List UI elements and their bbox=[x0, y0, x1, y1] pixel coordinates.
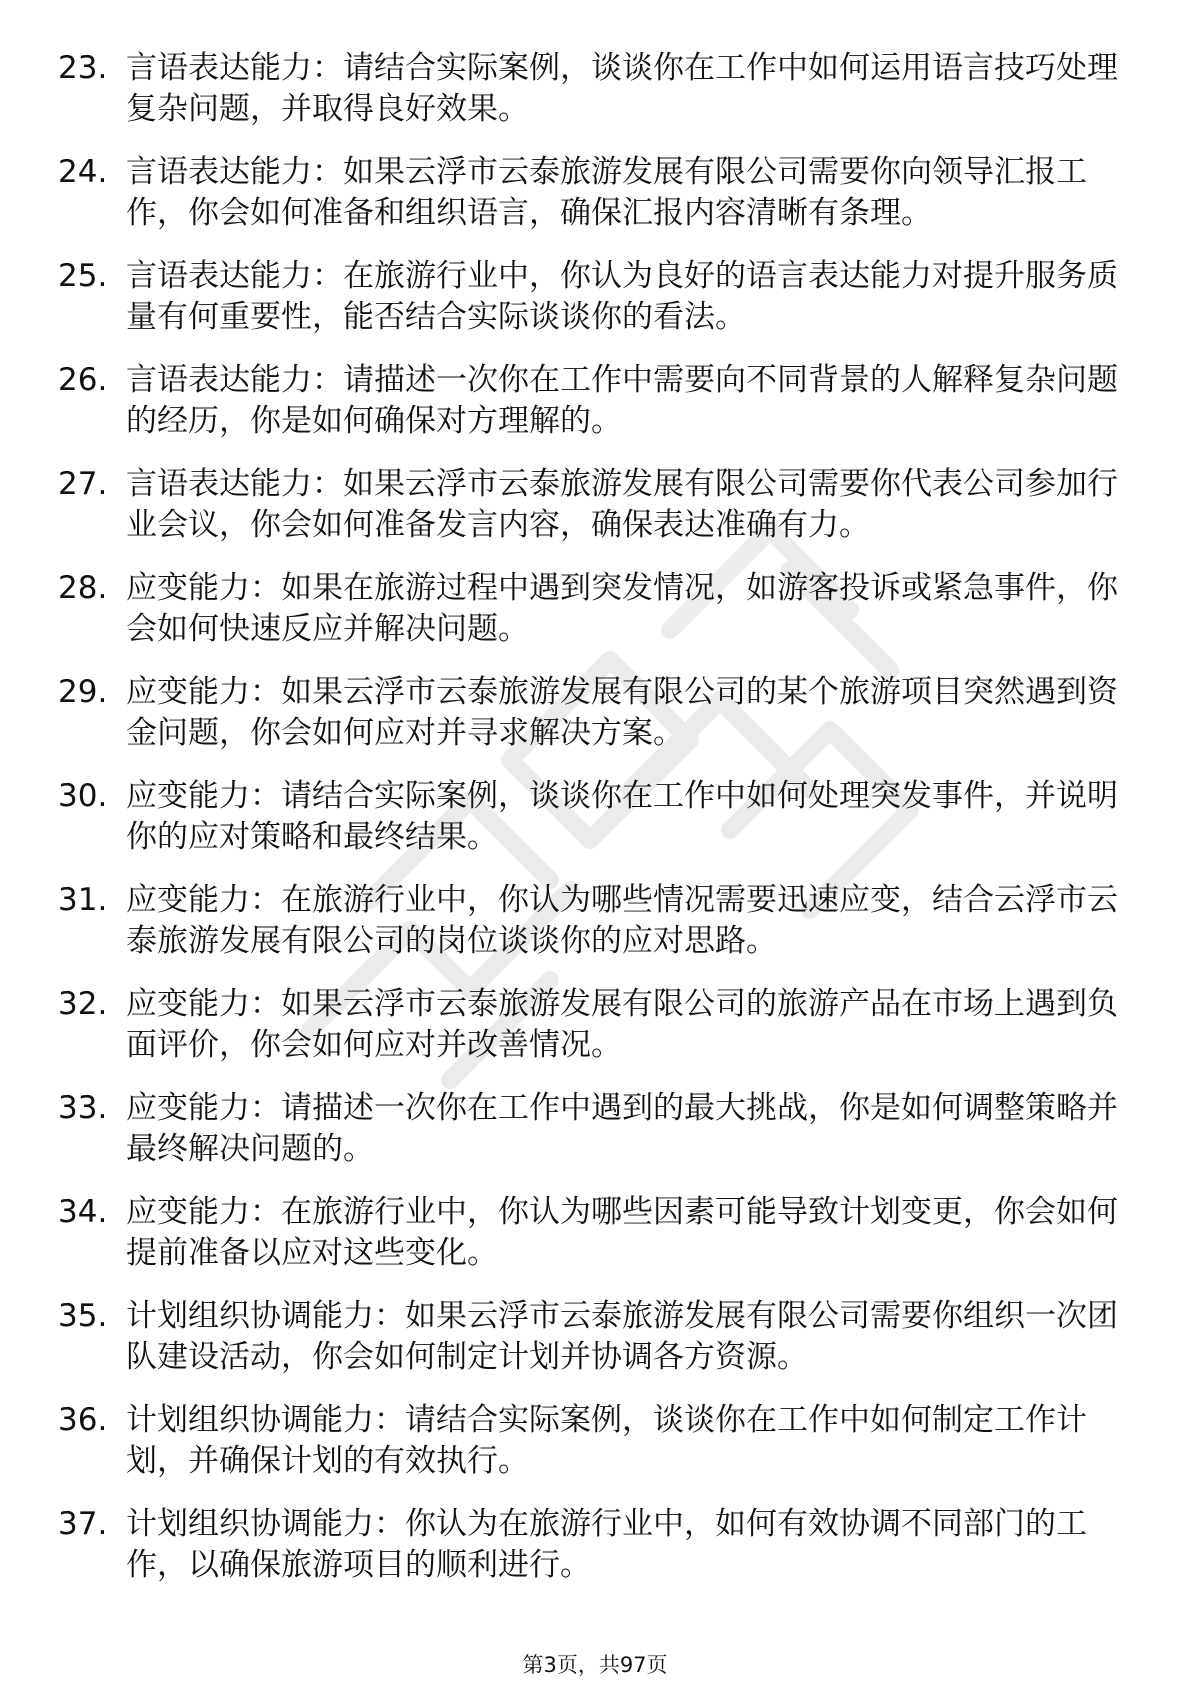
list-item bbox=[58, 568, 1138, 650]
question-number: 26. bbox=[58, 362, 108, 398]
question-number: 25. bbox=[58, 258, 108, 294]
question-number: 32. bbox=[58, 986, 108, 1022]
question-text: 言语表达能力：在旅游行业中，你认为良好的语言表达能力对提升服务质量有何重要性，能否结合实际谈谈你的看法。 bbox=[126, 258, 1118, 335]
question-number: 30. bbox=[58, 778, 108, 814]
question-number: 35. bbox=[58, 1298, 108, 1334]
question-number: 28. bbox=[58, 570, 108, 606]
list-item bbox=[58, 360, 1138, 442]
question-text: 应变能力：在旅游行业中，你认为哪些情况需要迅速应变，结合云浮市云泰旅游发展有限公司的岗位谈谈你的应对思路。 bbox=[126, 882, 1118, 959]
question-text: 应变能力：如果云浮市云泰旅游发展有限公司的某个旅游项目突然遇到资金问题，你会如何应对并寻求解决方案。 bbox=[126, 674, 1118, 751]
page-number: 第3页，共97页 bbox=[522, 1653, 668, 1677]
question-number: 27. bbox=[58, 466, 108, 502]
question-number: 36. bbox=[58, 1402, 108, 1438]
list-item bbox=[58, 152, 1138, 234]
question-number: 37. bbox=[58, 1506, 108, 1542]
question-list bbox=[58, 48, 1138, 1608]
question-text: 应变能力：请描述一次你在工作中遇到的最大挑战，你是如何调整策略并最终解决问题的。 bbox=[126, 1090, 1118, 1167]
question-number: 33. bbox=[58, 1090, 108, 1126]
question-text: 应变能力：如果云浮市云泰旅游发展有限公司的旅游产品在市场上遇到负面评价，你会如何应对并改善情况。 bbox=[126, 986, 1118, 1063]
question-text: 计划组织协调能力：如果云浮市云泰旅游发展有限公司需要你组织一次团队建设活动，你会如何制定计划并协调各方资源。 bbox=[126, 1298, 1118, 1375]
list-item bbox=[58, 1192, 1138, 1274]
list-item bbox=[58, 464, 1138, 546]
question-text: 言语表达能力：如果云浮市云泰旅游发展有限公司需要你代表公司参加行业会议，你会如何准备发言内容，确保表达准确有力。 bbox=[126, 466, 1118, 543]
list-item bbox=[58, 1296, 1138, 1378]
list-item bbox=[58, 1504, 1138, 1586]
question-text: 言语表达能力：请结合实际案例，谈谈你在工作中如何运用语言技巧处理复杂问题，并取得良好效果。 bbox=[126, 50, 1118, 127]
list-item bbox=[58, 984, 1138, 1066]
question-text: 应变能力：如果在旅游过程中遇到突发情况，如游客投诉或紧急事件，你会如何快速反应并解决问题。 bbox=[126, 570, 1118, 647]
list-item bbox=[58, 672, 1138, 754]
question-number: 34. bbox=[58, 1194, 108, 1230]
question-number: 23. bbox=[58, 50, 108, 86]
list-item bbox=[58, 776, 1138, 858]
question-number: 29. bbox=[58, 674, 108, 710]
question-text: 言语表达能力：请描述一次你在工作中需要向不同背景的人解释复杂问题的经历，你是如何确保对方理解的。 bbox=[126, 362, 1118, 439]
list-item bbox=[58, 880, 1138, 962]
list-item bbox=[58, 1400, 1138, 1482]
list-item bbox=[58, 1088, 1138, 1170]
question-text: 应变能力：在旅游行业中，你认为哪些因素可能导致计划变更，你会如何提前准备以应对这些变化。 bbox=[126, 1194, 1118, 1271]
question-number: 31. bbox=[58, 882, 108, 918]
question-number: 24. bbox=[58, 154, 108, 190]
question-text: 应变能力：请结合实际案例，谈谈你在工作中如何处理突发事件，并说明你的应对策略和最终结果。 bbox=[126, 778, 1118, 855]
list-item bbox=[58, 48, 1138, 130]
question-text: 计划组织协调能力：请结合实际案例，谈谈你在工作中如何制定工作计划，并确保计划的有效执行。 bbox=[126, 1402, 1087, 1479]
question-text: 计划组织协调能力：你认为在旅游行业中，如何有效协调不同部门的工作，以确保旅游项目的顺利进行。 bbox=[126, 1506, 1087, 1583]
list-item bbox=[58, 256, 1138, 338]
question-text: 言语表达能力：如果云浮市云泰旅游发展有限公司需要你向领导汇报工作，你会如何准备和组织语言，确保汇报内容清晰有条理。 bbox=[126, 154, 1087, 231]
